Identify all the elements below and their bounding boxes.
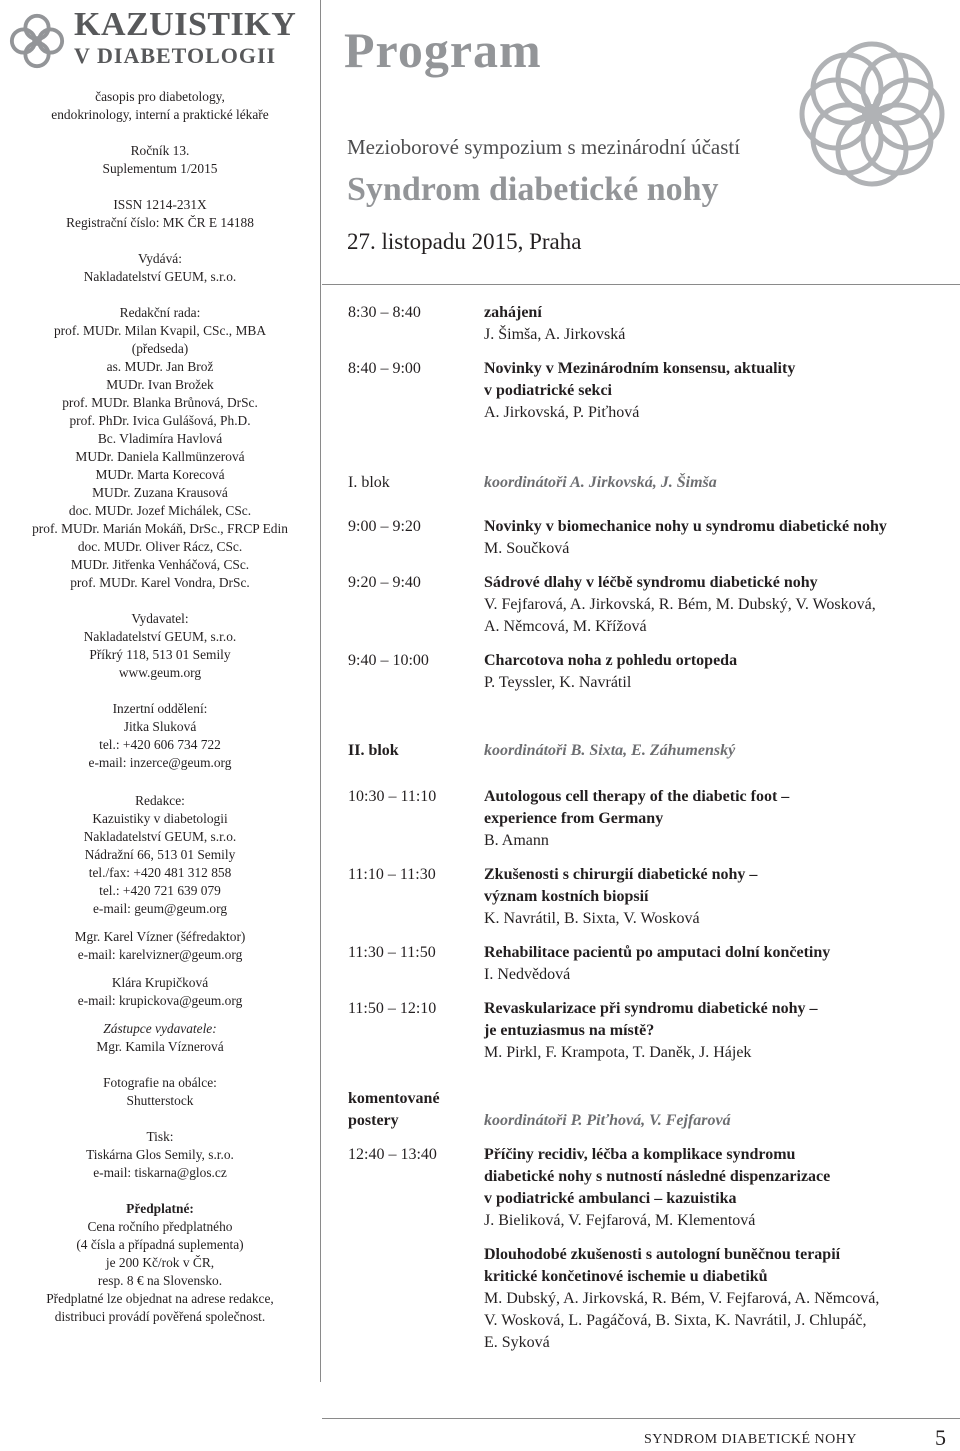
masthead-subtitle: V DIABETOLOGII xyxy=(74,43,277,68)
subscription-label: Předplatné: xyxy=(126,1201,194,1216)
issue-supplement: Suplementum 1/2015 xyxy=(102,161,218,176)
program-authors: J. Šimša, A. Jirkovská xyxy=(484,326,626,343)
editor-line: Klára Krupičková xyxy=(111,975,209,990)
header-divider xyxy=(322,284,960,285)
program-authors: J. Bieliková, V. Fejfarová, M. Klementová xyxy=(484,1212,756,1229)
subscription-line: (4 čísla a případná suplementa) xyxy=(76,1237,244,1252)
board-member: MUDr. Jitřenka Venháčová, CSc. xyxy=(70,557,250,572)
photo-label: Fotografie na obálce: xyxy=(103,1075,217,1090)
program-title: v podiatrické sekci xyxy=(484,382,612,399)
issue-volume: Ročník 13. xyxy=(130,143,190,158)
publisher-line: Nakladatelství GEUM, s.r.o. xyxy=(83,629,237,644)
board-member: MUDr. Marta Korecová xyxy=(95,467,225,482)
program-time: 11:50 – 12:10 xyxy=(348,1000,437,1017)
ads-line: tel.: +420 606 734 722 xyxy=(99,737,221,752)
publisher xyxy=(0,610,320,682)
program-authors: P. Teyssler, K. Navrátil xyxy=(484,674,632,691)
program-time: 10:30 – 11:10 xyxy=(348,788,437,805)
symposium-date: 27. listopadu 2015, Praha xyxy=(347,229,582,254)
column-divider xyxy=(320,0,321,1382)
flower-logo-icon xyxy=(8,12,66,70)
publisher-line: Příkrý 118, 513 01 Semily xyxy=(89,647,231,662)
tagline-line: endokrinology, interní a praktické lékaře xyxy=(51,107,269,122)
program-title: Zkušenosti s chirurgií diabetické nohy – xyxy=(484,866,758,883)
symposium-name: Syndrom diabetické nohy xyxy=(347,171,719,208)
program-authors: A. Němcová, M. Křížová xyxy=(484,618,647,635)
chief-editor xyxy=(0,928,320,964)
program-time: 11:30 – 11:50 xyxy=(348,944,436,961)
program-authors: I. Nedvědová xyxy=(484,966,571,983)
program-time: 8:30 – 8:40 xyxy=(348,304,421,321)
editorial-line: tel./fax: +420 481 312 858 xyxy=(88,865,232,880)
publisher-website: www.geum.org xyxy=(118,665,202,680)
editorial-line: Kazuistiky v diabetologii xyxy=(92,811,228,826)
program-title: Autologous cell therapy of the diabetic foot – xyxy=(484,788,790,805)
program-time: 9:40 – 10:00 xyxy=(348,652,429,669)
publisher-label: Vydavatel: xyxy=(131,611,189,626)
tagline-line: časopis pro diabetology, xyxy=(95,89,225,104)
program-authors: B. Amann xyxy=(484,832,549,849)
subscription-line: distribuci provádí pověřená společnost. xyxy=(54,1309,266,1324)
deputy-name: Mgr. Kamila Víznerová xyxy=(96,1039,224,1054)
board-member: MUDr. Zuzana Krausová xyxy=(92,485,228,500)
block-chairs: koordinátoři A. Jirkovská, J. Šimša xyxy=(484,474,717,491)
program-title: Novinky v Mezinárodním konsensu, aktuality xyxy=(484,360,796,377)
program-time: 9:00 – 9:20 xyxy=(348,518,421,535)
board-member: MUDr. Ivan Brožek xyxy=(106,377,214,392)
program-title: zahájení xyxy=(484,304,542,321)
program-title: význam kostních biopsií xyxy=(484,888,649,905)
print-line: Tiskárna Glos Semily, s.r.o. xyxy=(86,1147,234,1162)
issn-info xyxy=(0,196,320,232)
board-member: as. MUDr. Jan Brož xyxy=(106,359,214,374)
printing xyxy=(0,1128,320,1182)
board-member: Bc. Vladimíra Havlová xyxy=(97,431,223,446)
program-title: kritické končetinové ischemie u diabetiků xyxy=(484,1268,768,1285)
program-authors: K. Navrátil, B. Sixta, V. Wosková xyxy=(484,910,700,927)
program-authors: E. Syková xyxy=(484,1334,550,1351)
issued-by-label: Vydává: xyxy=(138,251,182,266)
sidebar-colophon xyxy=(0,0,320,1380)
editor-line: e-mail: krupickova@geum.org xyxy=(77,993,243,1008)
editorial-label: Redakce: xyxy=(135,793,185,808)
program-time: 11:10 – 11:30 xyxy=(348,866,436,883)
subscription-line: je 200 Kč/rok v ČR, xyxy=(105,1255,215,1270)
board-member: doc. MUDr. Oliver Rácz, CSc. xyxy=(77,539,243,554)
cover-photo xyxy=(0,1074,320,1110)
editor-line: Mgr. Karel Vízner (šéfredaktor) xyxy=(74,929,246,944)
advertising xyxy=(0,700,320,772)
page-number: 5 xyxy=(935,1425,946,1450)
board-member: doc. MUDr. Jozef Michálek, CSc. xyxy=(68,503,252,518)
board-member: prof. MUDr. Blanka Brůnová, DrSc. xyxy=(62,395,258,410)
program-authors: M. Součková xyxy=(484,540,570,557)
board-member: prof. MUDr. Karel Vondra, DrSc. xyxy=(70,575,250,590)
ads-line: Jitka Sluková xyxy=(123,719,197,734)
masthead-tagline xyxy=(0,88,320,124)
subscription-line: Předplatné lze objednat na adrese redakce, xyxy=(46,1291,274,1306)
program-authors: M. Dubský, A. Jirkovská, R. Bém, V. Fejfarová, A. Němcová, xyxy=(484,1290,880,1307)
board-member: prof. MUDr. Milan Kvapil, CSc., MBA xyxy=(53,323,266,338)
flower-decoration-icon xyxy=(792,34,952,194)
board-member: prof. PhDr. Ivica Gulášová, Ph.D. xyxy=(69,413,251,428)
board-member: prof. MUDr. Marián Mokáň, DrSc., FRCP Edin xyxy=(32,521,288,536)
program-time: 12:40 – 13:40 xyxy=(348,1146,437,1163)
program-title: Sádrové dlahy v léčbě syndromu diabetické nohy xyxy=(484,574,818,591)
running-footer: SYNDROM DIABETICKÉ NOHY xyxy=(644,1432,857,1447)
program-title: experience from Germany xyxy=(484,810,664,827)
issue-info xyxy=(0,142,320,178)
board-member: MUDr. Daniela Kallmünzerová xyxy=(75,449,245,464)
registration-number: Registrační číslo: MK ČR E 14188 xyxy=(66,215,254,230)
page-title: Program xyxy=(344,22,542,78)
program-title: v podiatrické ambulanci – kazuistika xyxy=(484,1190,737,1207)
program-title: Příčiny recidiv, léčba a komplikace syndromu xyxy=(484,1146,796,1163)
block-label: I. blok xyxy=(348,474,390,491)
program-authors: M. Pirkl, F. Krampota, T. Daněk, J. Hájek xyxy=(484,1044,752,1061)
program-title: Novinky v biomechanice nohy u syndromu diabetické nohy xyxy=(484,518,887,535)
program-title: Rehabilitace pacientů po amputaci dolní končetiny xyxy=(484,944,831,961)
board-label: Redakční rada: xyxy=(119,305,201,320)
program-title: diabetické nohy s nutností následné dispenzarizace xyxy=(484,1168,831,1185)
program-title: Revaskularizace při syndromu diabetické nohy – xyxy=(484,1000,818,1017)
program-authors: V. Wosková, L. Pagáčová, B. Sixta, K. Navrátil, J. Chlupáč, xyxy=(484,1312,867,1329)
program-authors: V. Fejfarová, A. Jirkovská, R. Bém, M. Dubský, V. Wosková, xyxy=(484,596,876,613)
deputy-publisher xyxy=(0,1020,320,1056)
masthead-title: KAZUISTIKY xyxy=(74,6,297,43)
block-chairs: koordinátoři B. Sixta, E. Záhumenský xyxy=(484,742,736,759)
editorial-board xyxy=(0,304,320,592)
issued-by xyxy=(0,250,320,286)
photo-credit: Shutterstock xyxy=(126,1093,194,1108)
editor-2 xyxy=(0,974,320,1010)
program-title: Charcotova noha z pohledu ortopeda xyxy=(484,652,738,669)
block-label-line: komentované xyxy=(348,1090,440,1107)
editorial-line: e-mail: geum@geum.org xyxy=(92,901,228,916)
ads-label: Inzertní oddělení: xyxy=(112,701,208,716)
editorial-line: tel.: +420 721 639 079 xyxy=(99,883,221,898)
issued-by-value: Nakladatelství GEUM, s.r.o. xyxy=(83,269,237,284)
symposium-type: Mezioborové sympozium s mezinárodní účastí xyxy=(347,135,741,159)
block-label: II. blok xyxy=(348,742,399,759)
ads-line: e-mail: inzerce@geum.org xyxy=(88,755,232,770)
program-title: je entuziasmus na místě? xyxy=(484,1022,655,1039)
print-label: Tisk: xyxy=(146,1129,174,1144)
block-label xyxy=(348,1088,478,1132)
block-label-line: postery xyxy=(348,1112,399,1129)
editor-line: e-mail: karelvizner@geum.org xyxy=(77,947,243,962)
issn: ISSN 1214-231X xyxy=(113,197,207,212)
block-chairs: koordinátoři P. Piťhová, V. Fejfarová xyxy=(484,1112,731,1129)
editorial-office xyxy=(0,792,320,918)
subscription-line: Cena ročního předplatného xyxy=(87,1219,233,1234)
print-line: e-mail: tiskarna@glos.cz xyxy=(93,1165,227,1180)
deputy-label: Zástupce vydavatele: xyxy=(103,1021,217,1036)
editorial-line: Nádražní 66, 513 01 Semily xyxy=(84,847,236,862)
program-authors: A. Jirkovská, P. Piťhová xyxy=(484,404,640,421)
program-title: Dlouhodobé zkušenosti s autologní buněčnou terapií xyxy=(484,1246,841,1263)
program-time: 8:40 – 9:00 xyxy=(348,360,421,377)
subscription xyxy=(0,1200,320,1326)
board-member: (předseda) xyxy=(131,341,189,356)
footer-divider xyxy=(322,1418,960,1419)
subscription-line: resp. 8 € na Slovensko. xyxy=(97,1273,223,1288)
editorial-line: Nakladatelství GEUM, s.r.o. xyxy=(83,829,237,844)
program-time: 9:20 – 9:40 xyxy=(348,574,421,591)
